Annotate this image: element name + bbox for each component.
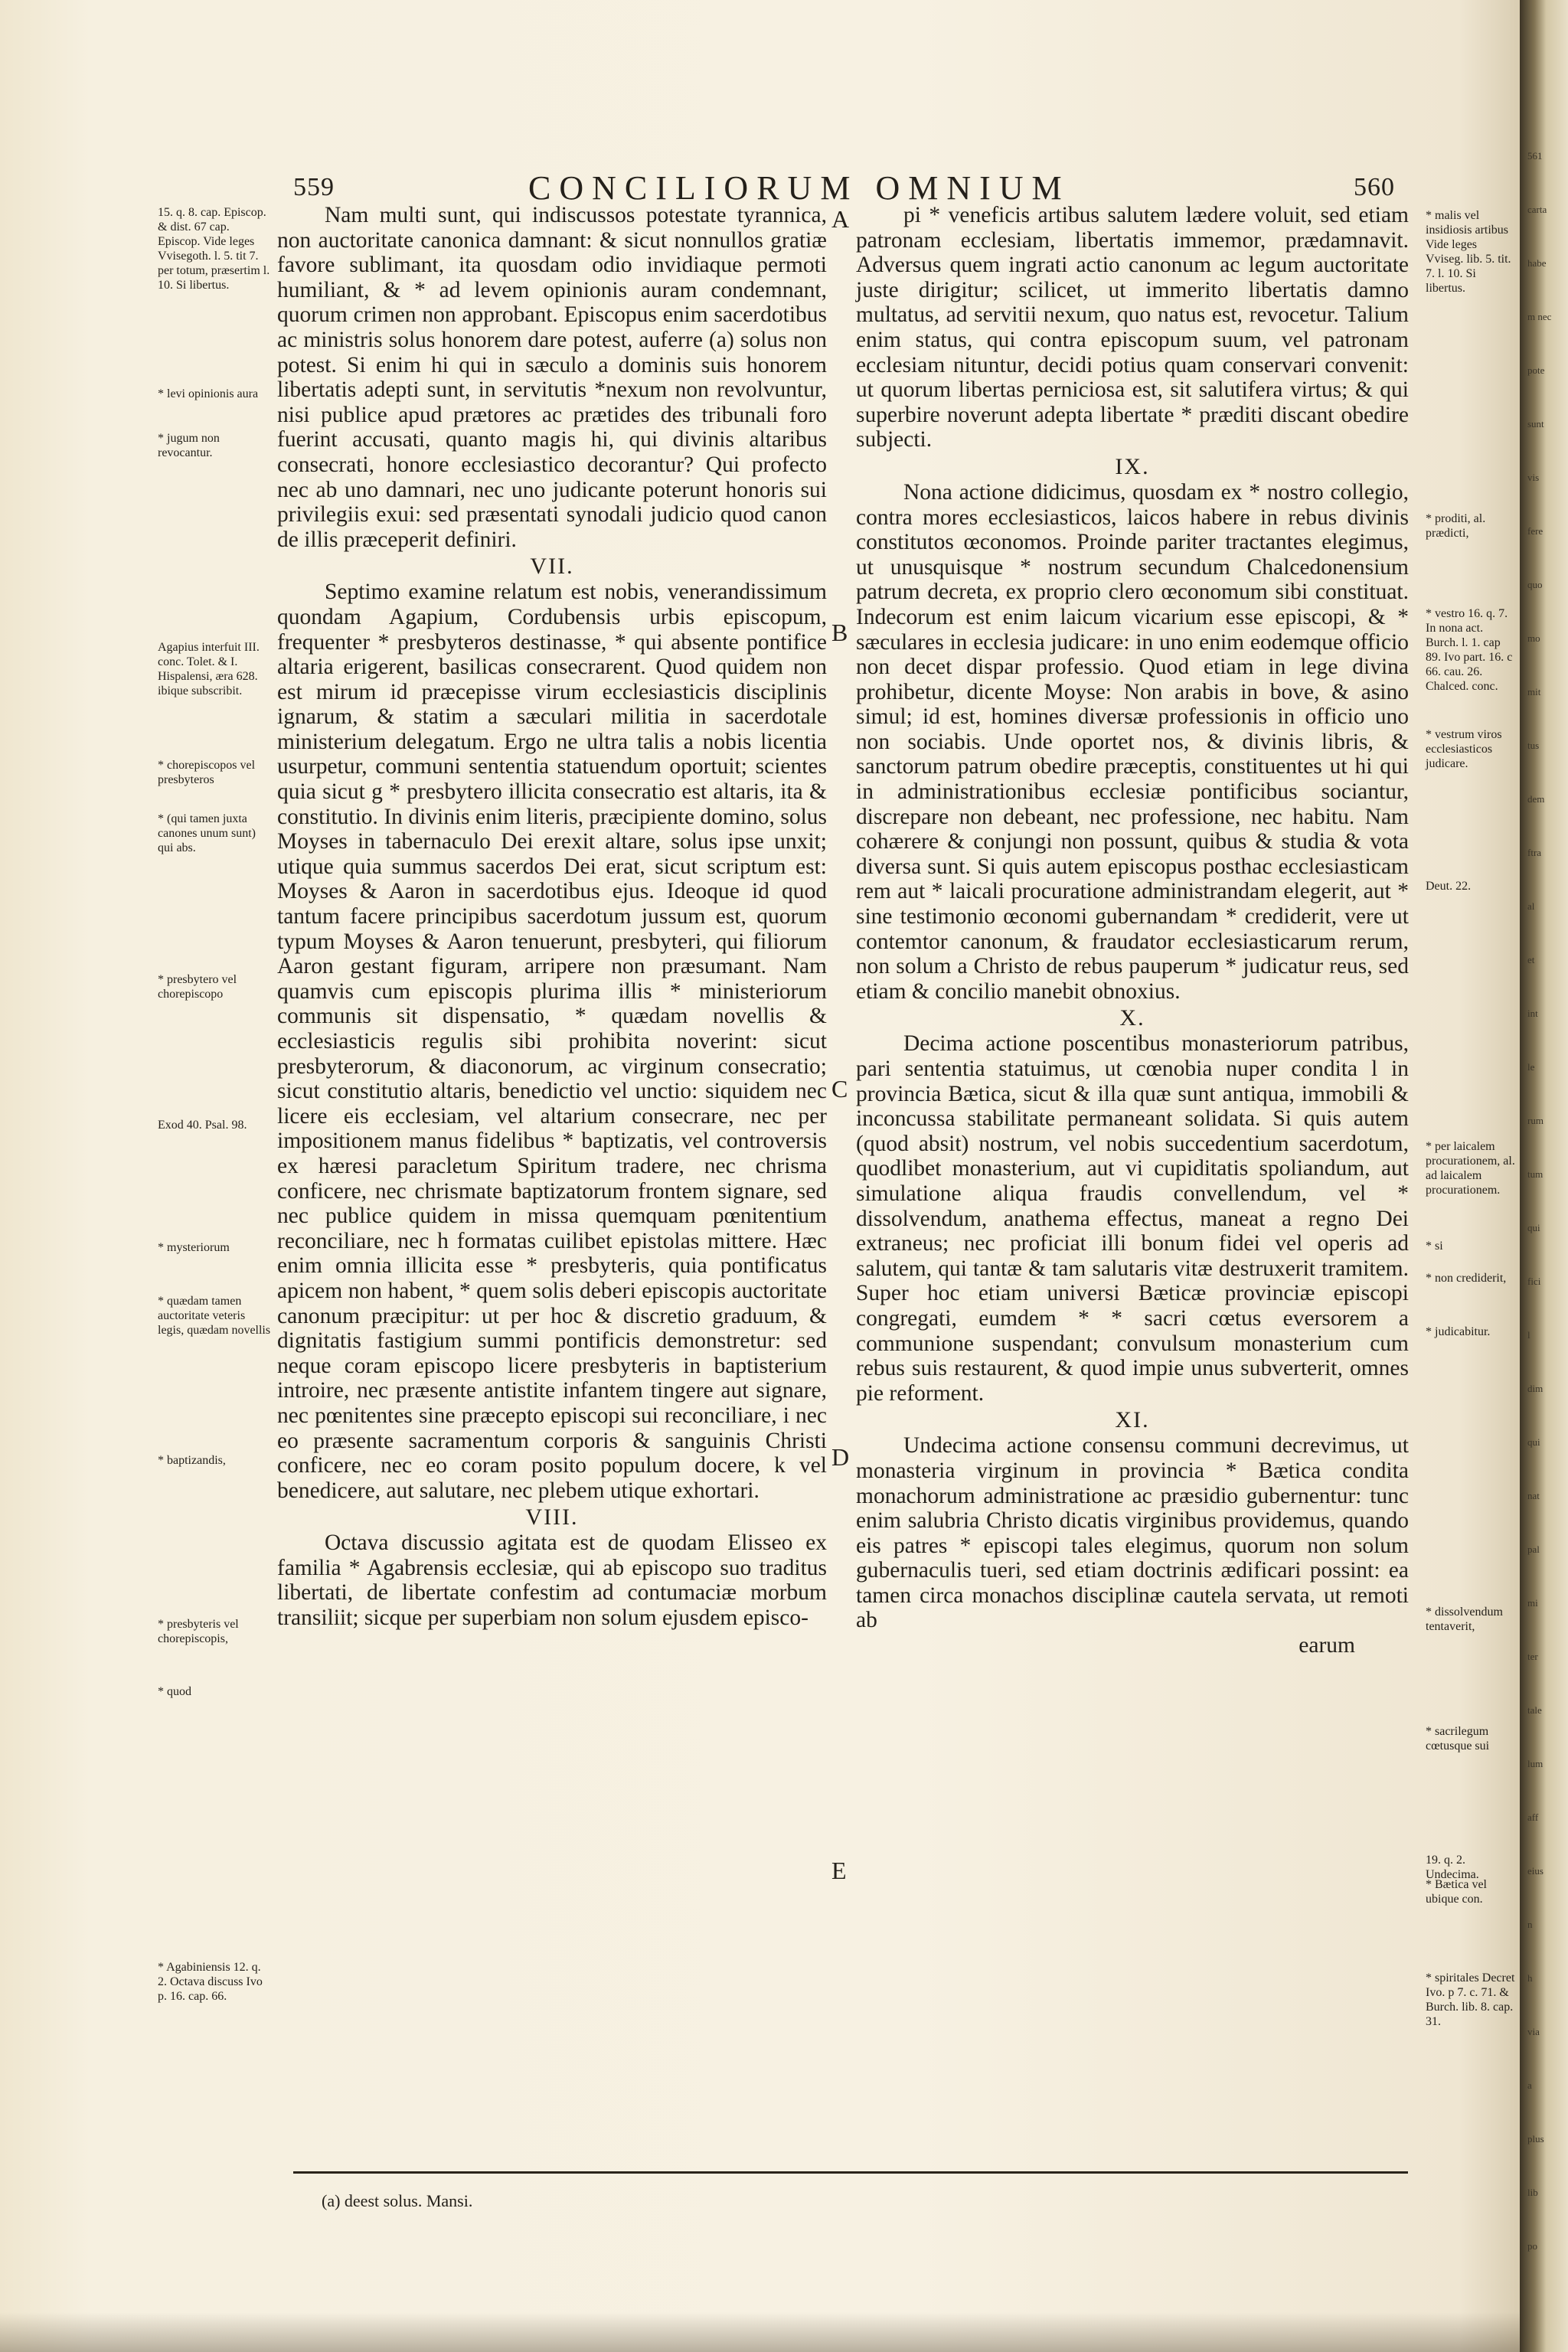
marginal-note: * baptizandis,	[158, 1454, 226, 1467]
edge-fragment: qui	[1527, 1222, 1540, 1233]
section-heading: VII.	[530, 554, 574, 580]
edge-fragment: lib	[1527, 2187, 1538, 2198]
edge-fragment: m nec	[1527, 311, 1552, 322]
edge-fragment: dem	[1527, 793, 1545, 805]
edge-fragment: pal	[1527, 1544, 1540, 1555]
page-bottom-shadow	[0, 2312, 1520, 2352]
paragraph: Decima actione poscentibus monasteriorum patribus, pari sententia statuimus, ut cœnobia nuper condita l in provincia Bætica, sicut & illa quæ sunt antiqua, immobili & inconcussa stabilitate permaneant solidata. Si quis autem (quod absit) nostrum, vel nobis succedentium sacerdotum, quodlibet monasterium, aut vi cupiditatis spoliandum, aut simulatione aliqua fraudis convellendum, vel * dissolvendum, anathema effectus, maneat a regno Dei extraneus; nec proficiat illi bonum fidei vel operis ad salutem, qui tantæ & tam salutaris vitæ destruxerit tramitem. Super hoc etiam universi Bæticæ provinciæ episcopi congregati, eumdem * * sacri cœtus eversorem a communione suspendant; convulsum monasterium cum rebus suis restaurent, & quod impie unus subverterit, omnes pie reforment.	[856, 1031, 1409, 1406]
marginal-note: Exod 40. Psal. 98.	[158, 1119, 247, 1132]
marginal-note: 19. q. 2. Undecima.	[1426, 1854, 1479, 1881]
edge-fragment: tus	[1527, 740, 1540, 751]
edge-fragment: nat	[1527, 1490, 1540, 1501]
next-page-edge	[1520, 0, 1568, 2352]
edge-fragment: mit	[1527, 686, 1541, 697]
edge-fragment: ter	[1527, 1651, 1538, 1662]
section-heading: X.	[1119, 1005, 1145, 1031]
edge-fragment: al	[1527, 900, 1535, 912]
edge-fragment: carta	[1527, 204, 1547, 215]
edge-fragment: rum	[1527, 1115, 1544, 1126]
section-heading: IX.	[1115, 453, 1150, 479]
edge-fragment: mo	[1527, 632, 1540, 644]
section-heading: VIII.	[525, 1504, 579, 1530]
edge-fragment: eius	[1527, 1865, 1544, 1877]
edge-fragment: lum	[1527, 1758, 1544, 1769]
edge-fragment: mi	[1527, 1597, 1538, 1609]
edge-fragment: n	[1527, 1919, 1533, 1930]
left-text-column	[277, 203, 827, 1631]
edge-fragment: sunt	[1527, 418, 1544, 430]
marginal-note: * levi opinionis aura	[158, 387, 259, 400]
marginal-note: * malis vel insidiosis artibus Vide leges Vviseg. lib. 5. tit. 7. l. 10. Si libertus.	[1426, 209, 1511, 295]
edge-fragment: tum	[1527, 1168, 1544, 1180]
section-letter: A	[831, 205, 850, 233]
right-text-column	[856, 203, 1409, 1658]
marginal-note: * mysteriorum	[158, 1241, 230, 1254]
section-letter: B	[831, 619, 848, 646]
marginal-note: * dissolvendum tentaverit,	[1426, 1606, 1503, 1633]
catchword: earum	[1298, 1633, 1355, 1658]
section-letter: C	[831, 1075, 848, 1102]
paragraph: Nona actione didicimus, quosdam ex * nostro collegio, contra mores ecclesiasticos, laicos habere in rebus divinis constitutos œconomos. Proinde pariter tractantes elegimus, ut unusquisque * nostrum secundum Chalcedonensium patrum decreta, ex proprio clero œconomum sibi constituat. Indecorum est enim laicum vicarium esse episcopi, & * sæculares in ecclesia judicare: in uno enim eodemque officio non decet dispar professio. Quod etiam in lege divina prohibetur, dicente Moyse: Non arabis in bove, & asino simul; id est, homines diversæ professionis in officio uno non sociabis. Unde oportet nos, & divinis libris, & sanctorum patrum obedire præceptis, constituentes ut hi qui in administrationibus ecclesiæ pontificibus sociantur, discrepare non debeant, nec professione, nec habitu. Nam cohærere & conjungi non possunt, quibus & studia & vota diversa sunt. Si quis autem episcopus posthac ecclesiasticam rem aut * laicali procuratione administrandam elegerit, aut * sine testimonio œconomi gubernandam * crediderit, vere ut contemtor canonum, & fraudator ecclesiasticarum rerum, non solum a Christo de rebus pauperum * judicatur reus, sed etiam & concilio manebit obnoxius.	[856, 479, 1409, 1004]
marginal-note: * presbyteris vel chorepiscopis,	[158, 1618, 239, 1645]
edge-fragment: l	[1527, 1329, 1530, 1341]
edge-fragment: le	[1527, 1061, 1535, 1073]
edge-fragment: a	[1527, 2079, 1532, 2091]
edge-fragment: qui	[1527, 1436, 1540, 1448]
paragraph: Undecima actione consensu communi decrevimus, ut monasteria virginum in provincia * Bætica condita monachorum administratione ac præsidio gubernentur: tunc enim salubria Christo dicatis virginibus providemus, quando eis patres * episcopi tales elegimus, quorum non solum gubernaculis tueri, sed etiam doctrinis ædificari possint: ea tamen circa monachos disciplinæ cautela servata, ut remoti ab	[856, 1433, 1409, 1633]
marginal-note: * Bætica vel ubique con.	[1426, 1878, 1487, 1906]
edge-fragment: pote	[1527, 364, 1545, 376]
edge-fragment: habe	[1527, 257, 1547, 269]
edge-fragment: h	[1527, 1972, 1533, 1984]
edge-fragment: tale	[1527, 1704, 1542, 1716]
marginal-note: * quædam tamen auctoritate veteris legis, quædam novellis	[158, 1295, 271, 1337]
page-number-left: 559	[293, 173, 335, 201]
footnote-rule	[293, 2171, 1408, 2174]
marginal-note: Agapius interfuit III. conc. Tolet. & I. Hispalensi, æra 628. ibique subscribit.	[158, 641, 260, 697]
marginal-note: * vestrum viros ecclesiasticos judicare.	[1426, 728, 1502, 770]
edge-fragment: dim	[1527, 1383, 1544, 1394]
marginal-note: * quod	[158, 1685, 191, 1698]
section-letter: D	[831, 1443, 850, 1471]
marginal-note: * per laicalem procurationem, al. ad laicalem procurationem.	[1426, 1140, 1515, 1197]
edge-fragment: fere	[1527, 525, 1544, 537]
marginal-note: * jugum non revocantur.	[158, 432, 220, 459]
marginal-note: * sacrilegum cœtusque sui	[1426, 1725, 1490, 1753]
edge-fragment: quo	[1527, 579, 1543, 590]
section-heading: XI.	[1115, 1407, 1150, 1433]
footnote: (a) deest solus. Mansi.	[322, 2191, 473, 2210]
marginal-note: * chorepiscopos vel presbyteros	[158, 759, 256, 786]
edge-fragment: via	[1527, 2026, 1540, 2037]
paragraph: Octava discussio agitata est de quodam Elisseo ex familia * Agabrensis ecclesiæ, qui ab episcopo suo traditus libertati, de libertate confestim ad contumaciæ morbum transiliit; sicque per superbiam non solum ejusdem episco-	[277, 1530, 827, 1631]
marginal-note: 15. q. 8. cap. Episcop. & dist. 67 cap. Episcop. Vide leges Vvisegoth. l. 5. tit 7. per totum, præsertim l. 10. Si libertus.	[158, 206, 270, 292]
edge-fragment: plus	[1527, 2133, 1544, 2145]
paragraph: Septimo examine relatum est nobis, venerandissimum quondam Agapium, Cordubensis urbis episcopum, frequenter * presbyteros destinasse, * qui absente pontifice altaria erigerent, basilicas consecrarent. Quod quidem non est mirum id præcepisse virum ecclesiasticis disciplinis ignarum, & statim a sæculari militia in sacerdotale ministerium delegatum. Ergo ne ultra talis a nobis licentia usurpetur, communi sententia statuendum oportuit; scientes quia sicut g * presbytero illicita consecratio est altaris, ita & constitutio. In divinis enim literis, præcipiente domino, solus Moyses in tabernaculo Dei erexit altare, solus ipse unxit; utique quia summus sacerdos Dei erat, sicut scriptum est: Moyses & Aaron in sacerdotibus ejus. Ideoque id quod tantum facere principibus sacerdotum jussum est, quorum typum Moyses & Aaron tenuerunt, presbyteri, qui filiorum Aaron gestant figuram, arripere non præsumant. Nam quamvis cum episcopis plurima illis * ministeriorum communis sit dispensatio, * quædam novellis & ecclesiasticis regulis sibi prohibita noverint: sicut presbyterorum, & diaconorum, ac virginum consecratio; sicut constitutio altaris, benedictio vel unctio: siquidem nec licere eis ecclesiam, vel altarium consecrare, nec per impositionem manus fidelibus * baptizatis, vel controversis ex hæresi paracletum Spiritum tradere, nec chrisma conficere, nec chrismate baptizatorum frontem signare, sed nec publice quidem in missa quemquam pœnitentium reconciliare, nec h formatas cuilibet epistolas mittere. Hæc enim omnia illicita esse * presbyteris, quia pontificatus apicem non habent, * quem solis deberi episcopis auctoritate canonum præcipitur: ut per hoc & discretio graduum, & dignitatis fastigium summi pontificis demonstretur: sed neque coram episcopo licere presbyteris in baptisterium introire, nec præsente antistite infantem tingere aut signare, nec pœnitentes sine præcepto episcopi sui reconciliare, i nec eo præsente sacramentum corporis & sanguinis Christi conficere, nec eo coram posito populum docere, k vel benedicere, aut salutare, nec plebem utique exhortari.	[277, 580, 827, 1503]
marginal-note: * judicabitur.	[1426, 1325, 1491, 1338]
section-letter: E	[831, 1857, 847, 1884]
marginal-note: Deut. 22.	[1426, 880, 1472, 893]
edge-fragment: int	[1527, 1008, 1538, 1019]
edge-fragment: fici	[1527, 1276, 1541, 1287]
page-number-right: 560	[1354, 173, 1395, 201]
edge-fragment: ftra	[1527, 847, 1542, 858]
marginal-note: * (qui tamen juxta canones unum sunt) qui abs.	[158, 812, 256, 854]
edge-fragment: aff	[1527, 1811, 1539, 1823]
marginal-note: * spiritales Decret Ivo. p 7. c. 71. & Burch. lib. 8. cap. 31.	[1426, 1971, 1515, 2028]
marginal-note: * si	[1426, 1240, 1443, 1253]
edge-fragment: 561	[1527, 150, 1543, 162]
marginal-note: * vestro 16. q. 7. In nona act. Burch. l. 1. cap 89. Ivo part. 16. c 66. cau. 26. Chalced. conc.	[1426, 607, 1513, 693]
marginal-note: * proditi, al. prædicti,	[1426, 512, 1486, 540]
marginal-note: * presbytero vel chorepiscopo	[158, 973, 237, 1001]
paragraph: Nam multi sunt, qui indiscussos potestate tyrannica, non auctoritate canonica damnant: & sicut nonnullos gratiæ favore sublimant, ita quosdam odio invidiaque permoti humiliant, & * ad levem opinionis auram condemnant, quorum crimen non approbant. Episcopus enim sacerdotibus ac ministris solus honorem dare potest, auferre (a) solus non potest. Si enim hi qui in sæculo a dominis suis honorem libertatis adepti sunt, in servitutis *nexum non revolvuntur, nisi publice apud prætores ac prætides des tribunali foro fuerint accusati, quanto magis hi, qui divinis altaribus consecrati, honore ecclesiastico decorantur? Qui profecto nec ab uno damnari, nec uno judicante poterunt honoris sui privilegiis exui: sed præsentati synodali judicio quod canon de illis præceperit definiri.	[277, 203, 827, 552]
edge-fragment: et	[1527, 954, 1535, 965]
edge-fragment: vis	[1527, 472, 1540, 483]
marginal-note: * Agabiniensis 12. q. 2. Octava discuss Ivo p. 16. cap. 66.	[158, 1961, 263, 2003]
running-title: CONCILIORUM OMNIUM	[528, 169, 1070, 207]
marginal-note: * non crediderit,	[1426, 1272, 1507, 1285]
paragraph: pi * veneficis artibus salutem lædere voluit, sed etiam patronam ecclesiam, libertatis immemor, prædamnavit. Adversus quem ingrati actio canonum ac legum auctoritate juste dirigitur; scilicet, ut immerito libertatis damno multatus, ad servitii nexum, quo natus est, revocetur. Talium enim status, qui contra episcopum suum, vel patronam ecclesiam nituntur, decidi potius quam conservari convenit: ut quorum libertas perniciosa est, sit salutifera virtus; & qui superbire noverunt adepta libertate * præditi discant obedire subjecti.	[856, 203, 1409, 452]
edge-fragment: po	[1527, 2240, 1537, 2252]
